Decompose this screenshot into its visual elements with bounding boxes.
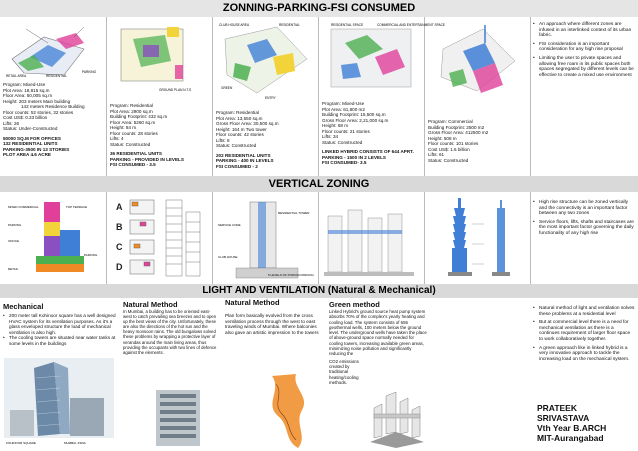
fact-line: 142 meters Residence Building	[21, 104, 85, 109]
vertical-zoning-taipei101	[428, 194, 526, 282]
section-letter: A	[116, 202, 123, 212]
fact-line: Status: Constructed	[216, 143, 257, 148]
fact-line: Floor counts: 101 stories	[428, 141, 479, 146]
title-band-light: LIGHT AND VENTILATION (Natural & Mechanical)	[0, 284, 638, 298]
zone-label: PARKING	[8, 223, 22, 227]
zone-label: 5 LEVELS OF PODIUM PARKING	[268, 273, 314, 277]
fact-line: Lifts: 34	[322, 134, 339, 139]
fact-line: Gross Floor Area: 30,500 sq.m	[216, 121, 279, 126]
summary-line: FSI CONSUMED - 2	[216, 163, 258, 169]
fact-line: Floor counts: 42 stories	[216, 132, 264, 137]
fact-line: Lifts: 8	[216, 137, 230, 143]
green-title: Green method	[329, 300, 380, 309]
bullet-item: • 200 meter tall Kohinoor square has a well designed HVAC system for its ventilation purposes. As it's a glass enveloped structure the load of mechanical ventilation is also high.	[3, 313, 116, 335]
fact-line: Gross Floor Area: 412500 m2	[428, 130, 489, 135]
summary-line: 36 RESIDENTIAL UNITS	[110, 151, 162, 156]
author-credit	[537, 403, 606, 443]
note-item: • Natural method of light and ventilation solves these problems at a residential level	[533, 306, 635, 317]
fact-line: Program: Residential	[110, 103, 153, 108]
natural-method-panel-1	[120, 298, 220, 451]
fact-line: Lifts: 26	[3, 120, 20, 126]
project-facts	[428, 119, 528, 163]
natural-method-panel-2	[222, 296, 322, 451]
author-last-name: SRIVASTAVA	[537, 413, 590, 423]
section-letter: C	[116, 242, 123, 252]
bullet-item: • The cooling towers are situated near water tanks at some levels in the buildings	[3, 335, 116, 346]
vertical-zoning-sections	[110, 196, 208, 280]
summary-line: LINKED HYBRID CONSISTS OF 644 APRT.	[322, 149, 414, 154]
author-year: Vth Year B.ARCH	[537, 423, 607, 433]
zoning-panel-1	[0, 17, 106, 176]
ground-plan-figure	[113, 21, 207, 97]
fact-line: Floor Area: 50,005 sq.m	[3, 93, 53, 98]
site-plan-figure	[217, 19, 315, 103]
fact-line: Program: Mixed-Use	[3, 82, 46, 87]
fact-line: Status: Constructed	[428, 157, 469, 163]
column-separator	[318, 192, 319, 284]
zone-label: MIXED COMMERCIAL	[8, 205, 39, 209]
summary-line: PARKING - PROVIDED IN LEVELS	[110, 156, 184, 162]
zone-label: TOP TERRACE	[66, 205, 88, 209]
column-separator	[530, 17, 531, 176]
mechanical-panel	[0, 298, 118, 451]
note-item: • Service floors, lifts, shafts and staircases are the most important factor governing the daily functionality of any high rise	[533, 220, 635, 237]
mechanical-title: Mechanical	[3, 302, 44, 311]
zone-label: SERVICE CORE	[218, 223, 241, 227]
natural-body: In Mumbai, a building has to be oriented east-west to catch prevailing sea breezes and to open up the best views of the city. Unfortunately, these are also the directions of the hot sun and the heavy monsoon rains. The old bungalows solved these problems by wrapping a protective layer of verandas around the main living areas, thus providing the occupants with two lines of defence against the elements.	[123, 309, 217, 355]
note-item: • High rise structure can be zoned vertically and the connectivity is an important factor between any two zones	[533, 200, 635, 217]
zone-label: RESIDENTIAL TOWER	[278, 211, 310, 215]
natural-title: Natural Method	[225, 298, 280, 307]
title-band-zoning: ZONNING-PARKING-FSI CONSUMED	[0, 0, 638, 17]
fact-line: Height: 508 m	[428, 135, 457, 141]
fact-line: Floor counts: 28 stories	[110, 130, 158, 136]
summary-line: FSI CONSUMED- 3.5	[322, 160, 367, 165]
summary-line: 132 RESIDENTIAL UNITS	[3, 141, 58, 146]
column-separator	[424, 192, 425, 284]
author-first-name: PRATEEK	[537, 403, 577, 413]
note-item: • An approach where different zones are infused in an interlinked context of its urban fabric.	[533, 22, 635, 39]
title-band-vertical: VERTICAL ZONING	[0, 176, 638, 192]
zone-label: OFFICE	[8, 239, 19, 243]
figure-label: GROUND PLAN N.T.S	[159, 88, 192, 92]
project-facts	[3, 82, 104, 158]
author-institution: MIT-Aurangabad	[537, 433, 604, 443]
column-separator	[530, 192, 531, 284]
vertical-zoning-kohinoor	[6, 196, 102, 280]
fact-line: Building Footprint: 15,500 sq.m	[322, 112, 386, 117]
fact-line: Building Footprint: 2500 m2	[428, 124, 485, 130]
fact-line: Plot Area: 13,550 sq.m	[216, 115, 263, 121]
section-letter: D	[116, 262, 123, 272]
balcony-building-photo	[146, 388, 214, 448]
site-plan-figure	[4, 19, 102, 79]
figure-label: RESIDENTIAL SPACE	[331, 23, 364, 27]
fact-line: Gross Floor Area: 2,21,000 sq.m	[322, 117, 389, 123]
project-facts	[110, 103, 210, 168]
zoning-panel-2	[107, 17, 212, 176]
fact-line: Plot Area: 61,800 m2	[322, 106, 365, 112]
green-method-panel	[326, 298, 430, 451]
fact-line: Building Footprint: 432 sq.m	[110, 114, 168, 119]
note-item: • A green approach like in linked hybrid is a very innovative approach to tackle the increasing load on the mechanical system.	[533, 346, 635, 363]
fact-line: Floor counts: 21 stories	[322, 128, 370, 134]
fact-line: Lifts: 61	[428, 152, 445, 157]
summary-line: PARKING - 1500 IN 2 LEVELS	[322, 154, 386, 160]
fact-line: Program: Commercial	[428, 119, 473, 124]
fact-line: Height: 203 meters Main building	[3, 98, 71, 104]
section-letter: B	[116, 222, 123, 232]
fact-line: Status: Constructed	[110, 141, 151, 147]
fact-line: Cost US$: 0.33 billion	[3, 115, 48, 120]
notes-light	[533, 306, 635, 365]
fact-line: Plot Area: 18,815 sq.m	[3, 87, 50, 93]
fact-line: Floor Area: 5260 sq.m	[110, 119, 156, 125]
column-separator	[212, 192, 213, 284]
figure-label: RETAIL AREA	[6, 74, 27, 78]
zone-label: CLUB HOUSE	[218, 255, 238, 259]
notes-zoning	[533, 22, 635, 81]
summary-line: PARKING - 400 IN LEVELS	[216, 158, 274, 163]
zone-label: RETAIL	[8, 267, 19, 271]
zoning-panel-5	[425, 17, 530, 176]
project-facts	[322, 101, 422, 166]
tower-site-figure	[433, 21, 523, 117]
figure-label: PARKING	[82, 70, 97, 74]
figure-label: COMMERCIAL AND ENTERTAINMENT SPACE	[377, 23, 446, 27]
summary-line: 202 RESIDENTIAL UNITS	[216, 152, 271, 158]
image-caption: KOHINOOR SQUARE	[6, 441, 36, 445]
fact-line: Cost US$: 1.6 billion	[428, 146, 470, 152]
co2-note: CO2 emissions created by traditional heating/cooling methods.	[329, 358, 359, 385]
note-item: • Limiting the user to private spaces and allowing free roam in its public spaces both spaces segregated by different levels can be effective to create a mixed use environment	[533, 56, 635, 78]
column-separator	[106, 192, 107, 284]
summary-line: PARKING-3500 IN 13 STORIES	[3, 146, 70, 152]
figure-label: CLUB HOUSE AREA	[219, 23, 250, 27]
note-item: • FSI consideration is an important consideration for any high rise proposal	[533, 42, 635, 53]
fact-line: Height: 68 m	[322, 123, 349, 128]
site-plan-figure	[323, 19, 446, 97]
note-item: • But at commercial level there is a need for mechanical ventilation as there is a continues requirement of larger floor space to work collaboratively together.	[533, 320, 635, 342]
fact-line: Status: Constructed	[322, 139, 363, 145]
figure-label: RESIDENTIAL	[46, 74, 67, 78]
vertical-zoning-residential	[216, 196, 314, 282]
fact-line: Height: 164 m Two tower	[216, 126, 267, 132]
image-caption: MUMBAI, INDIA	[64, 441, 86, 445]
summary-line: 50000 SQ.M FOR OFFICES	[3, 135, 61, 141]
figure-label: RESIDENTIAL	[279, 23, 300, 27]
natural-body: Plan form basically evolved from the cross ventilation process through the west to east traveling winds of Mumbai. Where balconies also gave an artistic impression to the towers	[225, 313, 319, 335]
zone-label: PARKING	[84, 253, 98, 257]
fact-line: Program: Residential	[216, 110, 259, 115]
summary-line: FSI CONSUMED - 3.5	[110, 162, 156, 167]
notes-vertical	[533, 200, 635, 240]
figure-label: GREEN	[221, 86, 233, 90]
fact-line: Program: Mixed-Use	[322, 101, 365, 106]
kohinoor-render	[4, 358, 114, 446]
summary-line: PLOT AREA 4.6 ACRE	[3, 152, 51, 157]
fact-line: Plot Area: 2900 sq.m	[110, 108, 153, 114]
fact-line: Height: 84 m	[110, 125, 137, 130]
green-body: Linked Hybrid's ground source heat pump system absorbs 70% of the complex's yearly heating and cooling load. The system consists of 655 geothermal wells, 100 meters below the ground level. The underground wells have taken the place of above-ground space normally needed for cooling towers, increasing available green areas, minimizing noise pollution and significantly reducing the	[329, 309, 427, 357]
figure-label: ENTRY	[265, 96, 276, 100]
fact-line: Lifts: 4	[110, 136, 124, 141]
natural-title: Natural Method	[123, 300, 178, 309]
fact-line: Status: Under-Constructed	[3, 126, 58, 131]
fact-line: Floor counts: 52 stories, 32 stories	[3, 109, 74, 115]
linked-hybrid-model	[366, 388, 428, 448]
vertical-zoning-linked-hybrid	[322, 196, 420, 280]
mechanical-bullets	[3, 313, 116, 347]
wind-plan-diagram	[254, 370, 318, 450]
project-facts	[216, 110, 316, 169]
zoning-panel-3	[213, 17, 318, 176]
